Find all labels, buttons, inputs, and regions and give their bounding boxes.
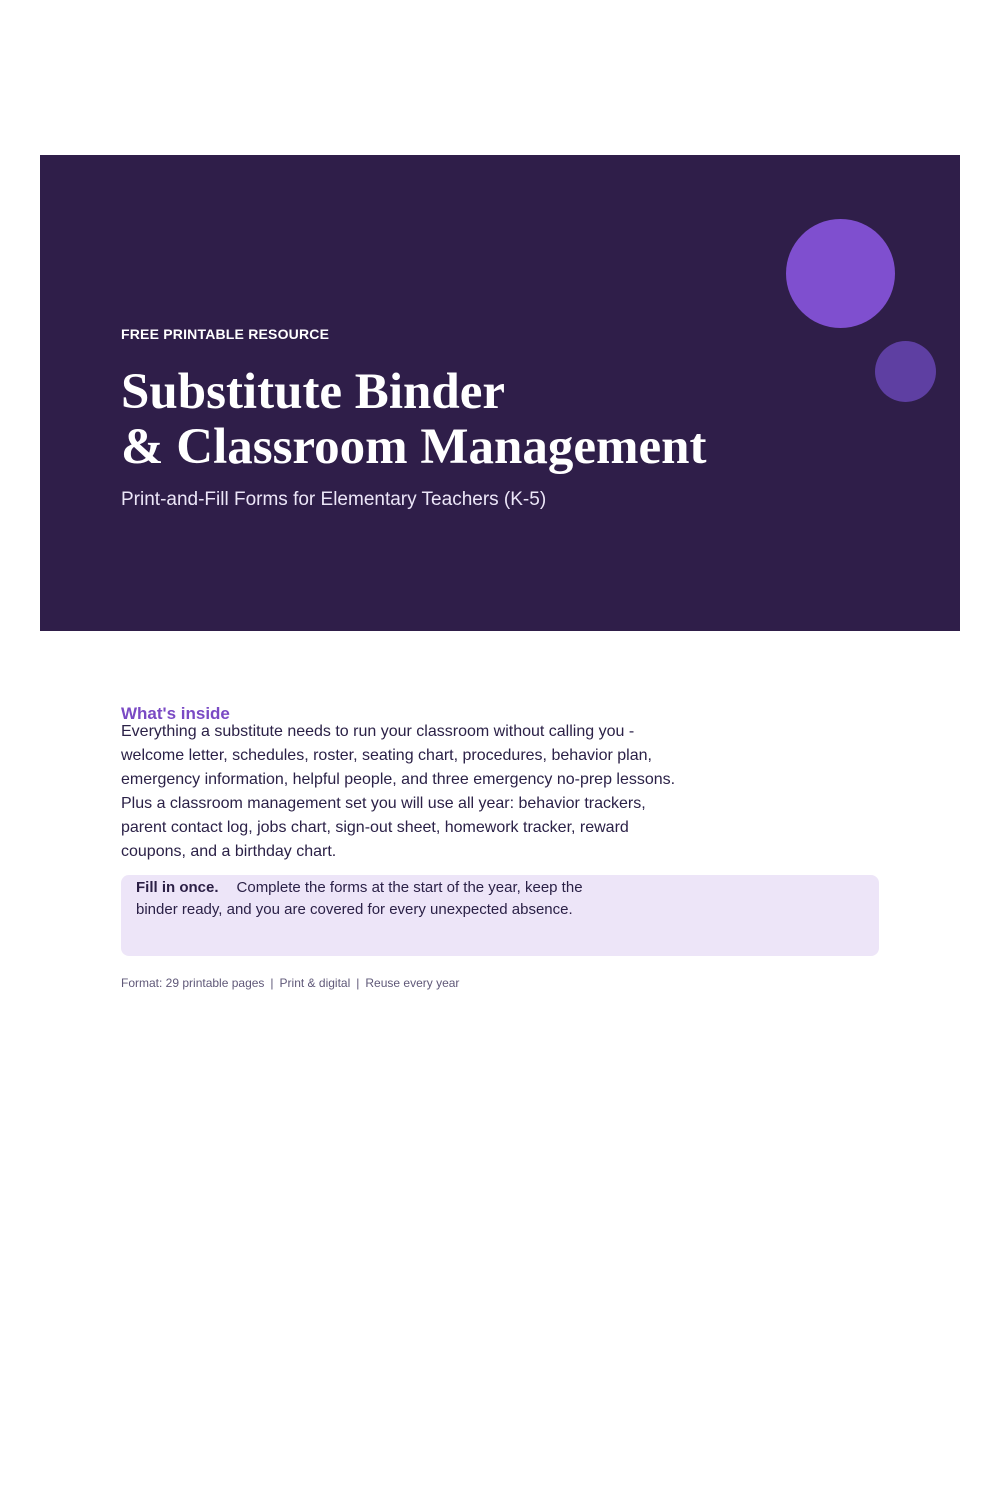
format-meta	[121, 976, 459, 990]
callout-strong: Fill in once.	[136, 879, 219, 896]
meta-reuse: Reuse every year	[365, 976, 460, 990]
meta-delivery: Print & digital	[279, 976, 351, 990]
whats-inside-heading: What's inside	[121, 704, 230, 724]
hero-eyebrow: FREE PRINTABLE RESOURCE	[121, 326, 330, 342]
hero-title-line-1: Substitute Binder	[121, 364, 505, 420]
decorative-circle-small	[875, 341, 936, 402]
callout-text	[136, 877, 606, 921]
callout-description: Complete the forms at the start of the year, keep the binder ready, and you are covered for every unexpected absence.	[136, 879, 583, 918]
hero-banner	[40, 155, 960, 631]
hero-subtitle: Print-and-Fill Forms for Elementary Teachers (K-5)	[121, 489, 547, 510]
hero-title	[121, 365, 706, 475]
meta-separator: |	[270, 976, 274, 990]
hero-title-line-2: & Classroom Management	[121, 419, 707, 475]
whats-inside-body: Everything a substitute needs to run your classroom without calling you - welcome letter, schedules, roster, seating chart, procedures, behavior plan, emergency information, helpful people, and three emergency no-prep lessons. Plus a classroom management set you will use all year: behavior trackers, parent contact log, jobs chart, sign-out sheet, homework tracker, reward coupons, and a birthday chart.	[121, 723, 676, 860]
meta-separator: |	[356, 976, 360, 990]
callout-box	[121, 875, 879, 956]
decorative-circle-large	[786, 219, 895, 328]
meta-format: Format: 29 printable pages	[121, 976, 265, 990]
